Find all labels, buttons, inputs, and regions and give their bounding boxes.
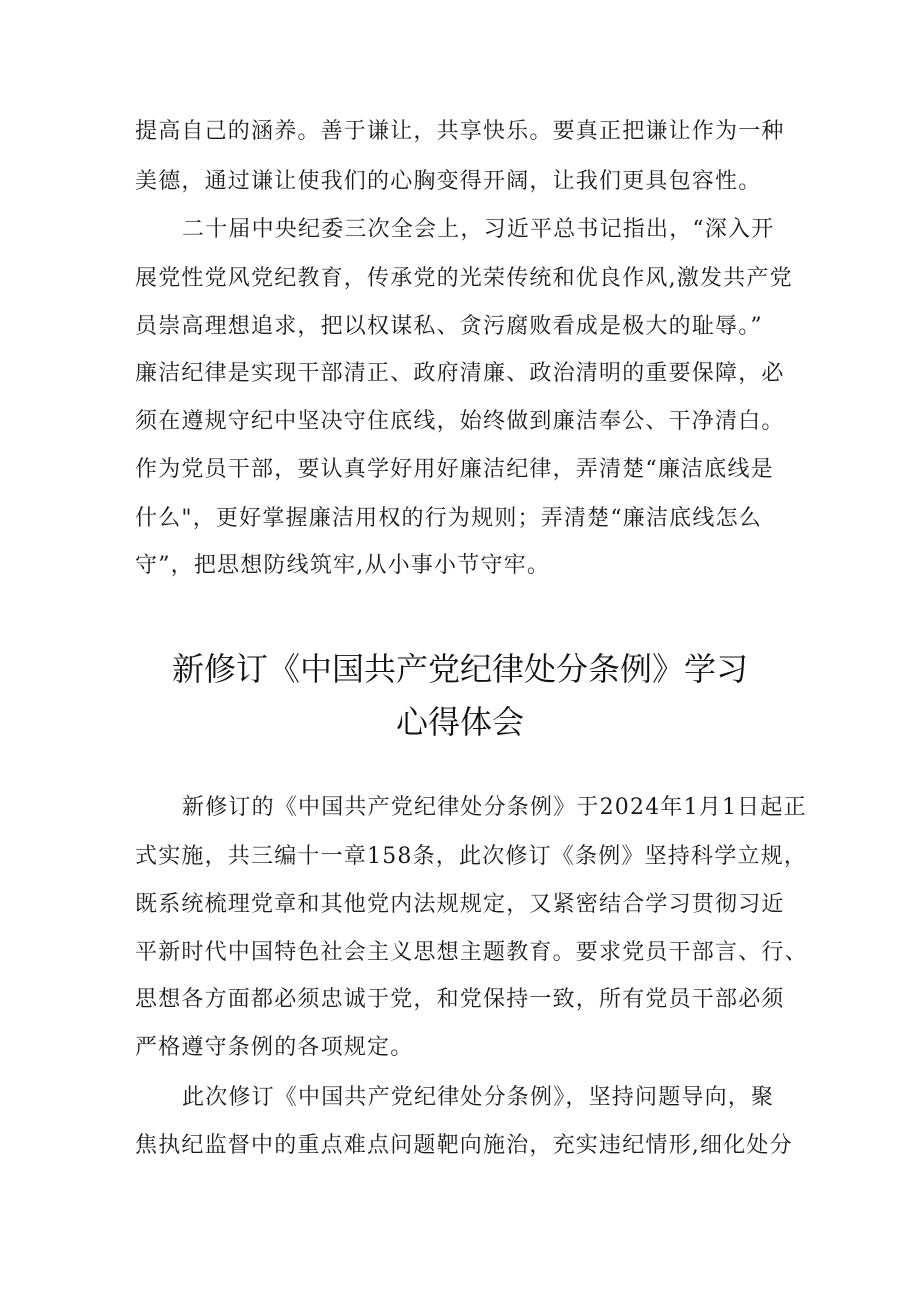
paragraph-line: 严格遵守条例的各项规定。	[135, 1035, 414, 1060]
article-title-line-1: 新修订《中国共产党纪律处分条例》学习	[171, 650, 748, 688]
paragraph-line: 思想各方面都必须忠诚于党，和党保持一致，所有党员干部必须	[135, 987, 785, 1012]
paragraph-line: 廉洁纪律是实现干部清正、政府清廉、政治清明的重要保障，必	[135, 361, 785, 386]
paragraph-line: 式实施，共三编十一章158条，此次修订《条例》坚持科学立规，	[135, 844, 807, 869]
paragraph-line: 既系统梳理党章和其他党内法规规定，又紧密结合学习贯彻习近	[135, 892, 785, 917]
paragraph-line: 须在遵规守纪中坚决守住底线，始终做到廉洁奉公、干净清白。	[135, 409, 785, 434]
paragraph-line: 美德，通过谦让使我们的心胸变得开阔，让我们更具包容性。	[135, 169, 762, 194]
paragraph-line: 什么"，更好掌握廉洁用权的行为规则；弄清楚“廉洁底线怎么	[135, 506, 762, 531]
paragraph-line: 作为党员干部，要认真学好用好廉洁纪律，弄清楚“廉洁底线是	[135, 457, 774, 482]
paragraph-line: 二十届中央纪委三次全会上，习近平总书记指出，“深入开	[182, 217, 775, 242]
paragraph-line: 提高自己的涵养。善于谦让，共享快乐。要真正把谦让作为一种	[135, 119, 785, 144]
paragraph-line: 此次修订《中国共产党纪律处分条例》，坚持问题导向，聚	[182, 1085, 775, 1110]
paragraph-line: 焦执纪监督中的重点难点问题靶向施治，充实违纪情形,细化处分	[135, 1133, 793, 1158]
paragraph-line: 新修订的《中国共产党纪律处分条例》于2024年1月1日起正	[182, 795, 807, 820]
paragraph-line: 员崇高理想追求，把以权谋私、贪污腐败看成是极大的耻辱。”	[135, 314, 763, 339]
paragraph-line: 展党性党风党纪教育，传承党的光荣传统和优良作风,激发共产党	[135, 266, 793, 291]
paragraph-line: 平新时代中国特色社会主义思想主题教育。要求党员干部言、行、	[135, 940, 808, 965]
paragraph-line: 守”，把思想防线筑牢,从小事小节守牢。	[135, 553, 551, 578]
article-title-line-2: 心得体会	[395, 703, 524, 741]
